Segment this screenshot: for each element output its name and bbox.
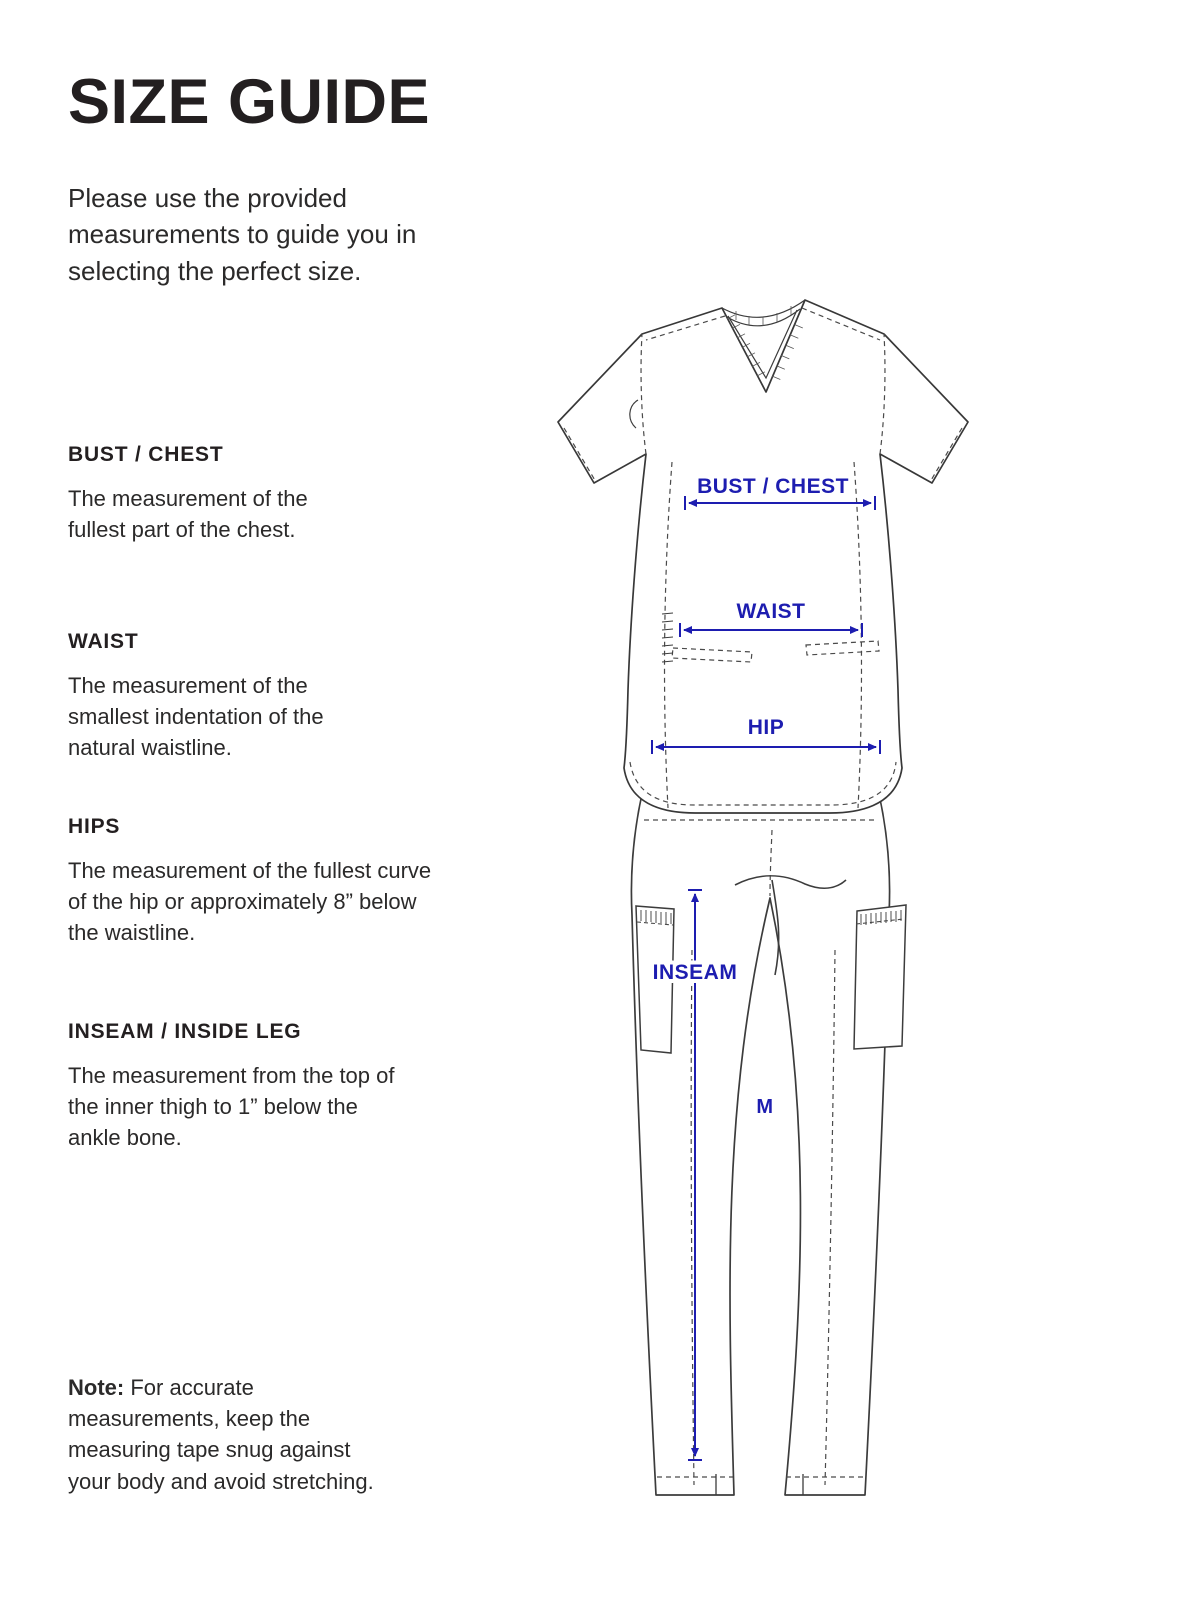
- definition-inseam: [68, 1020, 408, 1154]
- intro-text: Please use the provided measurements to guide you in selecting the perfect size.: [68, 183, 417, 286]
- definition-body: The measurement from the top of the inner thigh to 1” below the ankle bone.: [68, 1063, 395, 1151]
- diagram-label-inseam: INSEAM: [652, 961, 738, 984]
- definition-heading: BUST / CHEST: [68, 443, 224, 466]
- definition-waist: [68, 630, 363, 764]
- definition-heading: WAIST: [68, 630, 139, 653]
- diagram-label-bust: BUST / CHEST: [697, 475, 849, 498]
- page-title: SIZE GUIDE: [68, 67, 431, 137]
- definition-heading: INSEAM / INSIDE LEG: [68, 1020, 302, 1043]
- scrub-pants-drawing: [631, 794, 906, 1495]
- definition-body: The measurement of the fullest part of the chest.: [68, 486, 308, 543]
- definition-heading: HIPS: [68, 815, 121, 838]
- cargo-pocket-right: [854, 905, 906, 1049]
- definition-bust-chest: [68, 443, 338, 545]
- definition-hips: [68, 815, 443, 949]
- note-body: For accurate measurements, keep the measuring tape snug against your body and avoid stretching.: [68, 1375, 374, 1494]
- note-text: [68, 1372, 398, 1497]
- note-label: Note:: [68, 1375, 125, 1400]
- diagram-label-waist: WAIST: [736, 600, 806, 623]
- diagram-label-hip: HIP: [747, 716, 785, 739]
- garment-diagram: [520, 270, 1010, 1530]
- definition-body: The measurement of the smallest indentation of the natural waistline.: [68, 673, 324, 761]
- definition-body: The measurement of the fullest curve of the hip or approximately 8” below the waistline.: [68, 858, 432, 946]
- diagram-size-marker: M: [756, 1096, 774, 1118]
